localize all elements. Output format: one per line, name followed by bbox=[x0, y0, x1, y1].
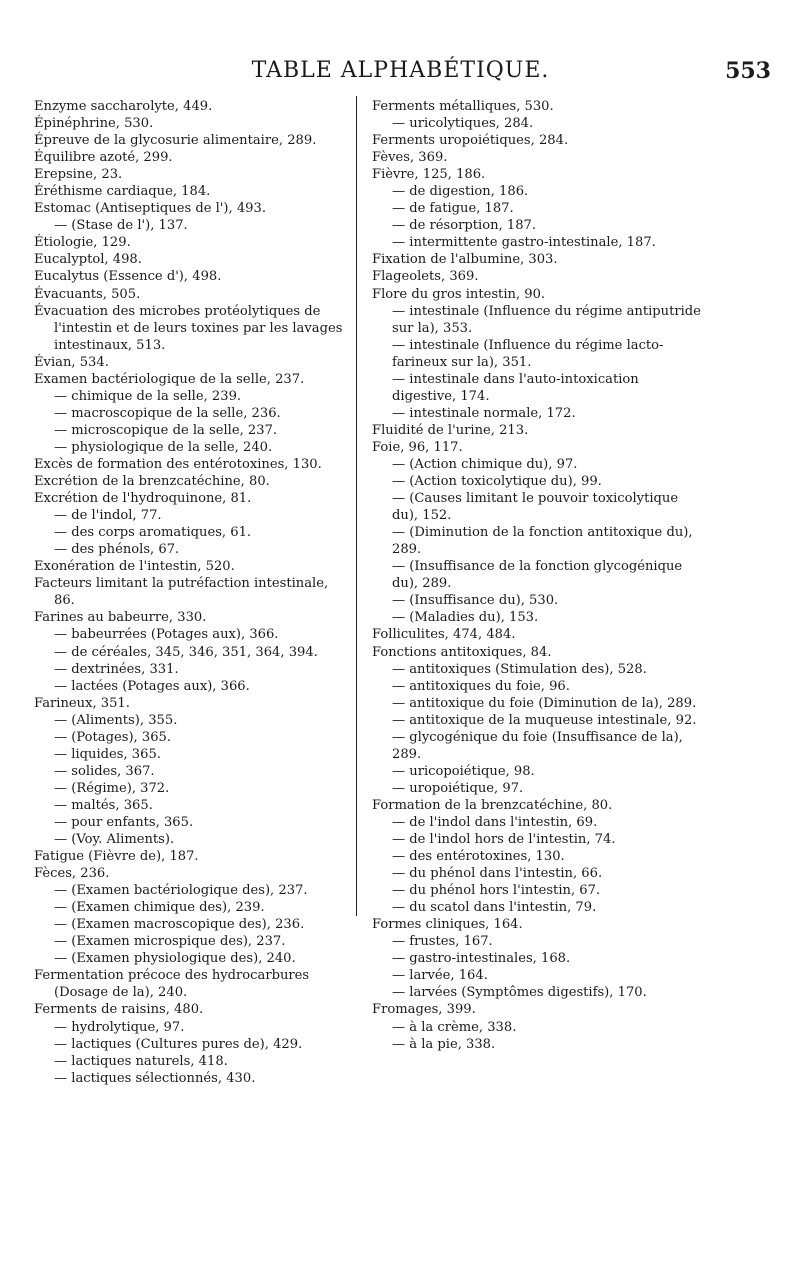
index-entry: — des entérotoxines, 130. bbox=[392, 849, 565, 865]
index-entry: — (Causes limitant le pouvoir toxicolytique du), 152. bbox=[392, 491, 679, 524]
index-entry: Fixation de l'albumine, 303. bbox=[372, 252, 558, 268]
index-entry: Épreuve de la glycosurie alimentaire, 289. bbox=[34, 133, 317, 149]
index-entry: Erepsine, 23. bbox=[34, 167, 123, 183]
index-entry: — du phénol hors l'intestin, 67. bbox=[392, 883, 601, 899]
index-entry: Facteurs limitant la putréfaction intestinale, 86. bbox=[34, 576, 329, 609]
index-entry: — (Voy. Aliments). bbox=[54, 832, 175, 848]
index-entry: — (Maladies du), 153. bbox=[392, 610, 539, 626]
index-entry: Ferments de raisins, 480. bbox=[34, 1002, 204, 1018]
index-entry: Excrétion de la brenzcatéchine, 80. bbox=[34, 474, 270, 490]
index-entry: Flore du gros intestin, 90. bbox=[372, 286, 546, 302]
index-entry: — (Examen chimique des), 239. bbox=[54, 900, 265, 916]
index-entry: — à la crème, 338. bbox=[392, 1019, 517, 1035]
index-entry: Foie, 96, 117. bbox=[372, 439, 463, 455]
index-column-right bbox=[372, 98, 707, 1053]
index-entry: Excès de formation des entérotoxines, 130. bbox=[34, 456, 322, 472]
index-entry: — des phénols, 67. bbox=[54, 542, 180, 558]
index-entry: Évacuation des microbes protéolytiques de l'intestin et de leurs toxines par les lavages intestinaux, 513. bbox=[34, 303, 343, 353]
index-entry: — de fatigue, 187. bbox=[392, 201, 514, 217]
index-entry: — uricolytiques, 284. bbox=[392, 116, 534, 132]
index-entry: — lactiques sélectionnés, 430. bbox=[54, 1070, 256, 1086]
index-entry: — (Examen macroscopique des), 236. bbox=[54, 917, 305, 933]
index-entry: — (Action chimique du), 97. bbox=[392, 456, 578, 472]
page-number: 553 bbox=[725, 58, 771, 84]
index-entry: Étiologie, 129. bbox=[34, 235, 131, 251]
index-entry: Évian, 534. bbox=[34, 354, 109, 370]
index-entry: — microscopique de la selle, 237. bbox=[54, 422, 278, 438]
index-entry: — à la pie, 338. bbox=[392, 1036, 496, 1052]
index-entry: Ferments métalliques, 530. bbox=[372, 99, 554, 114]
index-entry: Épinéphrine, 530. bbox=[34, 116, 154, 132]
index-entry: — (Potages), 365. bbox=[54, 729, 172, 745]
index-entry: — antitoxique de la muqueuse intestinale, 92. bbox=[392, 712, 697, 728]
index-entry: — de l'indol hors de l'intestin, 74. bbox=[392, 832, 616, 848]
index-entry: — intestinale (Influence du régime lacto-farineux sur la), 351. bbox=[392, 337, 664, 370]
index-entry: Fèces, 236. bbox=[34, 866, 110, 882]
index-entry: Examen bactériologique de la selle, 237. bbox=[34, 371, 305, 387]
index-entry: — (Examen microspique des), 237. bbox=[54, 934, 286, 950]
index-entry: Formation de la brenzcatéchine, 80. bbox=[372, 797, 613, 813]
index-entry: — solides, 367. bbox=[54, 763, 155, 779]
index-column-left bbox=[34, 98, 346, 1087]
index-entry: — de l'indol dans l'intestin, 69. bbox=[392, 814, 598, 830]
index-entry: — du phénol dans l'intestin, 66. bbox=[392, 866, 603, 882]
index-entry: — (Stase de l'), 137. bbox=[54, 218, 188, 234]
index-entry: — hydrolytique, 97. bbox=[54, 1019, 185, 1035]
index-entry: Éréthisme cardiaque, 184. bbox=[34, 184, 211, 200]
index-entry: — pour enfants, 365. bbox=[54, 814, 194, 830]
index-entry: — gastro-intestinales, 168. bbox=[392, 951, 571, 967]
index-entry: Eucalyptol, 498. bbox=[34, 252, 142, 268]
index-entry: — antitoxiques du foie, 96. bbox=[392, 678, 570, 694]
index-entry: — lactées (Potages aux), 366. bbox=[54, 678, 250, 694]
index-entry: Farineux, 351. bbox=[34, 695, 130, 711]
index-entry: — antitoxiques (Stimulation des), 528. bbox=[392, 661, 647, 677]
index-entry: — de digestion, 186. bbox=[392, 184, 529, 200]
index-entry: Farines au babeurre, 330. bbox=[34, 610, 207, 626]
index-entry: — babeurrées (Potages aux), 366. bbox=[54, 627, 279, 643]
index-entry: Fièvre, 125, 186. bbox=[372, 167, 486, 183]
index-entry: — (Examen bactériologique des), 237. bbox=[54, 883, 308, 899]
index-entry: Fromages, 399. bbox=[372, 1002, 476, 1018]
index-entry: — (Insuffisance de la fonction glycogénique du), 289. bbox=[392, 559, 683, 592]
index-entry: Équilibre azoté, 299. bbox=[34, 150, 173, 166]
index-entry: — (Régime), 372. bbox=[54, 780, 170, 796]
index-entry: — larvée, 164. bbox=[392, 968, 488, 984]
index-entry: — uropoiétique, 97. bbox=[392, 780, 524, 796]
page-title: TABLE ALPHABÉTIQUE. bbox=[251, 58, 550, 83]
index-entry: — lactiques (Cultures pures de), 429. bbox=[54, 1036, 303, 1052]
index-entry: Folliculites, 474, 484. bbox=[372, 627, 516, 643]
index-entry: Évacuants, 505. bbox=[34, 286, 141, 302]
index-entry: — (Aliments), 355. bbox=[54, 712, 178, 728]
index-entry: — intestinale dans l'auto-intoxication digestive, 174. bbox=[392, 371, 639, 404]
index-entry: — physiologique de la selle, 240. bbox=[54, 439, 273, 455]
index-entry: — antitoxique du foie (Diminution de la), 289. bbox=[392, 695, 697, 711]
running-header bbox=[0, 48, 801, 82]
index-entry: — (Action toxicolytique du), 99. bbox=[392, 474, 602, 490]
index-entry: Flageolets, 369. bbox=[372, 269, 479, 285]
index-entry: — larvées (Symptômes digestifs), 170. bbox=[392, 985, 647, 1001]
index-entry: Estomac (Antiseptiques de l'), 493. bbox=[34, 201, 266, 217]
index-entry: — frustes, 167. bbox=[392, 934, 493, 950]
index-entry: — du scatol dans l'intestin, 79. bbox=[392, 900, 597, 916]
index-entry: Fluidité de l'urine, 213. bbox=[372, 422, 529, 438]
index-entry: Fèves, 369. bbox=[372, 150, 448, 166]
index-entry: — de l'indol, 77. bbox=[54, 508, 162, 524]
index-entry: — intermittente gastro-intestinale, 187. bbox=[392, 235, 656, 251]
index-entry: — maltés, 365. bbox=[54, 797, 153, 813]
index-entry: — dextrinées, 331. bbox=[54, 661, 179, 677]
index-entry: Formes cliniques, 164. bbox=[372, 917, 523, 933]
index-entry: — des corps aromatiques, 61. bbox=[54, 525, 252, 541]
index-entry: — uricopoiétique, 98. bbox=[392, 763, 535, 779]
index-entry: Fatigue (Fièvre de), 187. bbox=[34, 849, 199, 865]
index-entry: — (Insuffisance du), 530. bbox=[392, 593, 559, 609]
index-entry: Fermentation précoce des hydrocarbures (Dosage de la), 240. bbox=[34, 968, 310, 1001]
index-entry: Excrétion de l'hydroquinone, 81. bbox=[34, 491, 252, 507]
index-entry: Ferments uropoiétiques, 284. bbox=[372, 133, 569, 149]
index-entry: Enzyme saccharolyte, 449. bbox=[34, 99, 213, 114]
index-entry: — glycogénique du foie (Insuffisance de la), 289. bbox=[392, 729, 683, 762]
index-entry: — liquides, 365. bbox=[54, 746, 161, 762]
index-entry: — (Examen physiologique des), 240. bbox=[54, 951, 296, 967]
index-entry: — intestinale (Influence du régime antiputride sur la), 353. bbox=[392, 303, 701, 336]
index-entry: Fonctions antitoxiques, 84. bbox=[372, 644, 552, 660]
column-divider bbox=[356, 96, 357, 916]
index-entry: — macroscopique de la selle, 236. bbox=[54, 405, 281, 421]
index-entry: — intestinale normale, 172. bbox=[392, 405, 576, 421]
index-entry: — de résorption, 187. bbox=[392, 218, 537, 234]
index-entry: Exonération de l'intestin, 520. bbox=[34, 559, 235, 575]
index-entry: — (Diminution de la fonction antitoxique du), 289. bbox=[392, 525, 693, 558]
index-entry: — de céréales, 345, 346, 351, 364, 394. bbox=[54, 644, 318, 660]
index-entry: — chimique de la selle, 239. bbox=[54, 388, 242, 404]
index-entry: Eucalytus (Essence d'), 498. bbox=[34, 269, 222, 285]
index-entry: — lactiques naturels, 418. bbox=[54, 1053, 228, 1069]
